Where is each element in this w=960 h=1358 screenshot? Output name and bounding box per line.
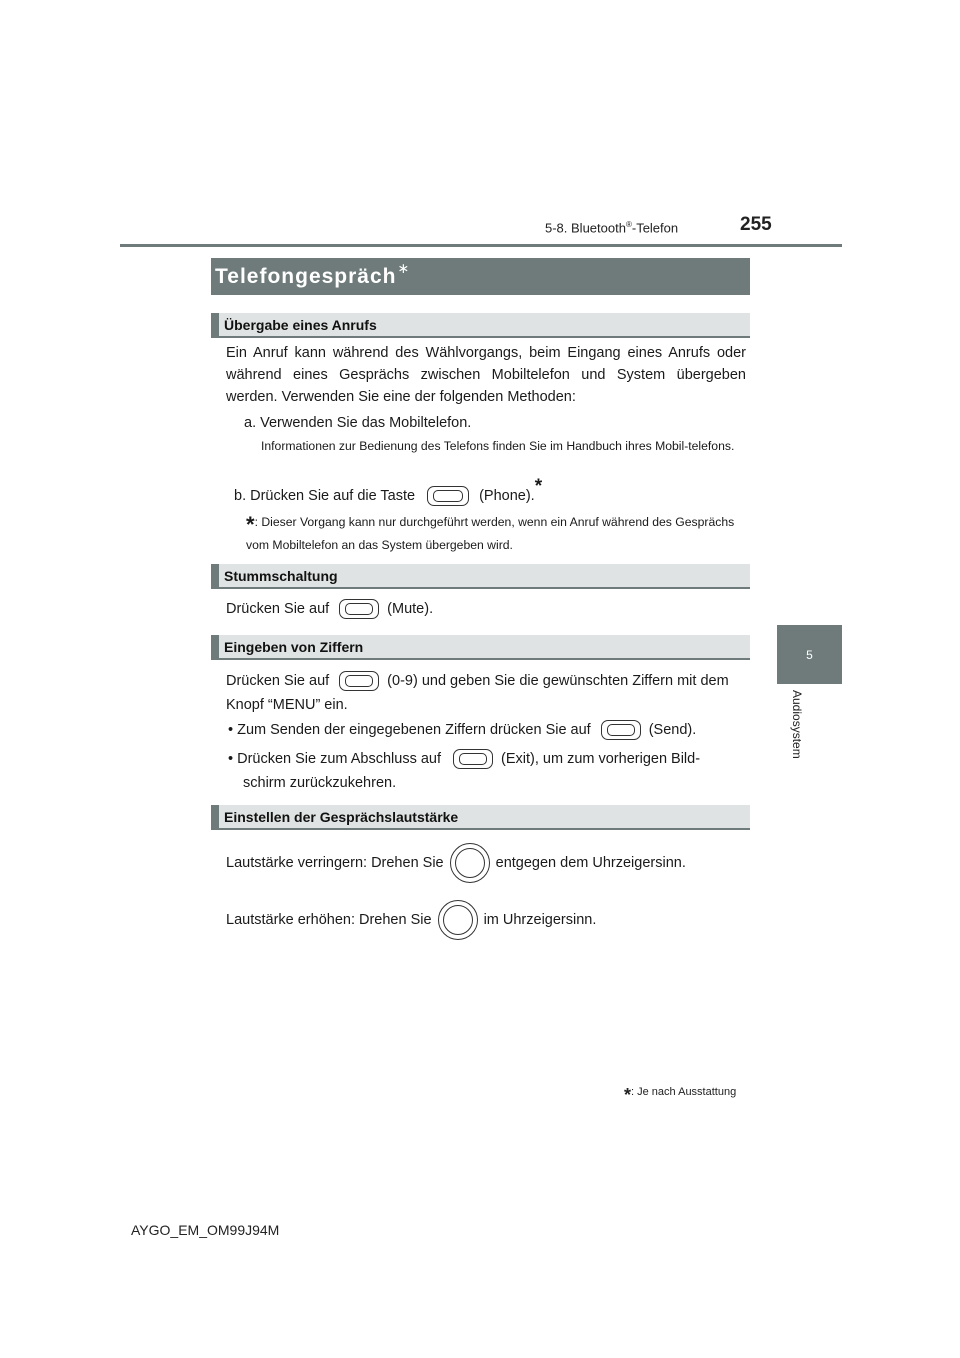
phone-button-icon [427, 486, 469, 506]
page-title: Telefongespräch ∗ [211, 258, 750, 295]
subheading-handover: Übergabe eines Anrufs [211, 313, 750, 338]
digits-bullet-exit: • Drücken Sie zum Abschluss auf (Exit), um zum vorherigen Bild- [228, 748, 700, 770]
page-footnote: *: Je nach Ausstattung [624, 1085, 737, 1105]
document-code: AYGO_EM_OM99J94M [131, 1222, 280, 1238]
handover-intro: Ein Anruf kann während des Wählvorgangs, beim Eingang eines Anrufs oder während eines Gesprächs zwischen Mobiltelefon und System übergeben werden. Verwenden Sie eine der folgenden Methoden: [226, 345, 746, 405]
volume-knob-icon [438, 900, 478, 940]
mute-button-icon [339, 599, 379, 619]
handover-option-a-note: Informationen zur Bedienung des Telefons finden Sie im Handbuch ihres Mobil-telefons. [261, 439, 735, 453]
subheading-mute: Stummschaltung [211, 564, 750, 589]
volume-decrease: Lautstärke verringern: Drehen Sie entgegen dem Uhrzeigersinn. [226, 843, 686, 883]
chapter-label: Audiosystem [790, 690, 804, 759]
volume-increase: Lautstärke erhöhen: Drehen Sie im Uhrzeigersinn. [226, 900, 596, 940]
handover-option-a: a. Verwenden Sie das Mobiltelefon. [244, 415, 472, 431]
header-divider [120, 244, 842, 247]
section-header: 5-8. Bluetooth®-Telefon [545, 220, 679, 236]
mute-instruction: Drücken Sie auf (Mute). [226, 598, 433, 620]
digits-instruction: Drücken Sie auf (0-9) und geben Sie die gewünschten Ziffern mit dem [226, 670, 729, 692]
footnote-star: * [534, 476, 543, 497]
optional-equipment-star: ∗ [397, 260, 411, 276]
chapter-tab[interactable]: 5 [777, 625, 842, 684]
digits-bullet-exit-line2: schirm zurückzukehren. [243, 775, 397, 791]
exit-button-icon [453, 749, 493, 769]
subheading-digits: Eingeben von Ziffern [211, 635, 750, 660]
send-button-icon [601, 720, 641, 740]
volume-knob-icon [450, 843, 490, 883]
digits-bullet-send: • Zum Senden der eingegebenen Ziffern drücken Sie auf (Send). [228, 719, 696, 741]
digits-instruction-line2: Knopf “MENU” ein. [226, 697, 348, 713]
digit-button-icon [339, 671, 379, 691]
handover-option-b: b. Drücken Sie auf die Taste (Phone).* [234, 484, 542, 507]
subheading-volume: Einstellen der Gesprächslautstärke [211, 805, 750, 830]
page-number: 255 [740, 214, 772, 235]
handover-footnote: *: Dieser Vorgang kann nur durchgeführt werden, wenn ein Anruf während des Gesprächs vom Mobiltelefon an das System übergeben wird. [246, 512, 735, 552]
